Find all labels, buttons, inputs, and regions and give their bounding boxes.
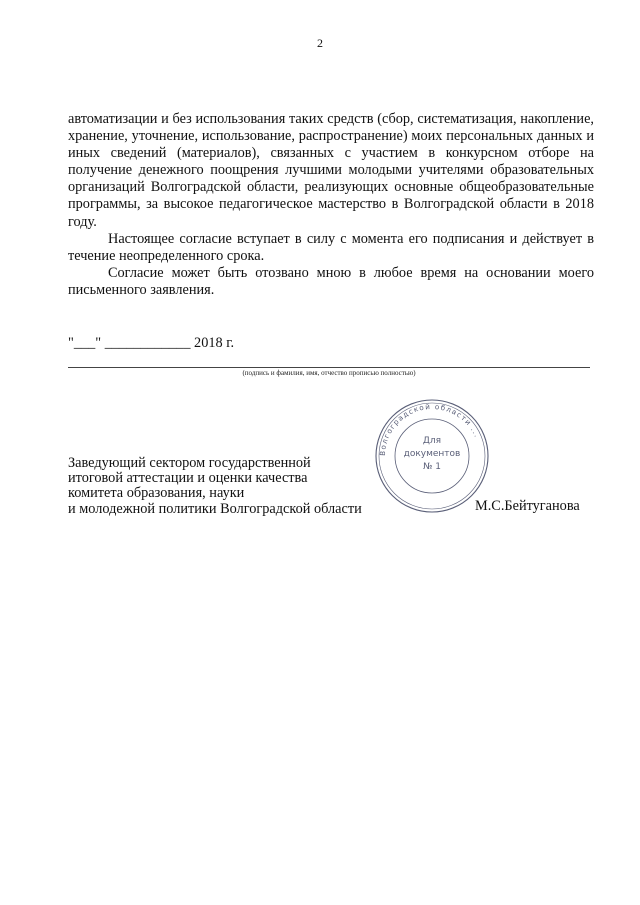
stamp-ring-text: Волгоградской области ... bbox=[377, 401, 483, 457]
consent-body bbox=[68, 111, 594, 299]
date-line: "___" ____________ 2018 г. bbox=[68, 335, 235, 351]
signature-line bbox=[68, 367, 590, 368]
organization-stamp bbox=[373, 397, 491, 515]
consent-paragraph-revocation: Согласие может быть отозвано мною в любое время на основании моего письменного заявления. bbox=[68, 264, 594, 298]
signatory-title-line: итоговой аттестации и оценки качества bbox=[68, 470, 308, 487]
stamp-center-line-1: Для bbox=[422, 436, 442, 446]
signature-caption: (подпись и фамилия, имя, отчество прописью полностью) bbox=[242, 369, 416, 377]
signatory-title-line: Заведующий сектором государственной bbox=[68, 455, 311, 471]
stamp-center-line-2: документов bbox=[403, 449, 461, 459]
stamp-center-line-3: № 1 bbox=[423, 462, 441, 472]
consent-paragraph-validity: Настоящее согласие вступает в силу с момента его подписания и действует в течение неопределенного срока. bbox=[68, 230, 594, 264]
signatory-title bbox=[68, 456, 362, 517]
signatory-name: М.С.Бейтуганова bbox=[475, 498, 580, 514]
consent-paragraph-processing: автоматизации и без использования таких средств (сбор, систематизация, накопление, хранение, уточнение, использование, распространение) моих персональных данных и иных сведений (материалов), связанных с участием в конкурсном отборе на получение денежного поощрения лучшими молодыми учителями образовательных организаций Волгоградской области, реализующих основные общеобразовательные программы, за высокое педагогическое мастерство в Волгоградской области в 2018 году. bbox=[68, 111, 594, 230]
page-number: 2 bbox=[317, 36, 323, 50]
signatory-title-line: комитета образования, науки bbox=[68, 485, 245, 502]
signatory-title-line: и молодежной политики Волгоградской области bbox=[68, 500, 362, 517]
